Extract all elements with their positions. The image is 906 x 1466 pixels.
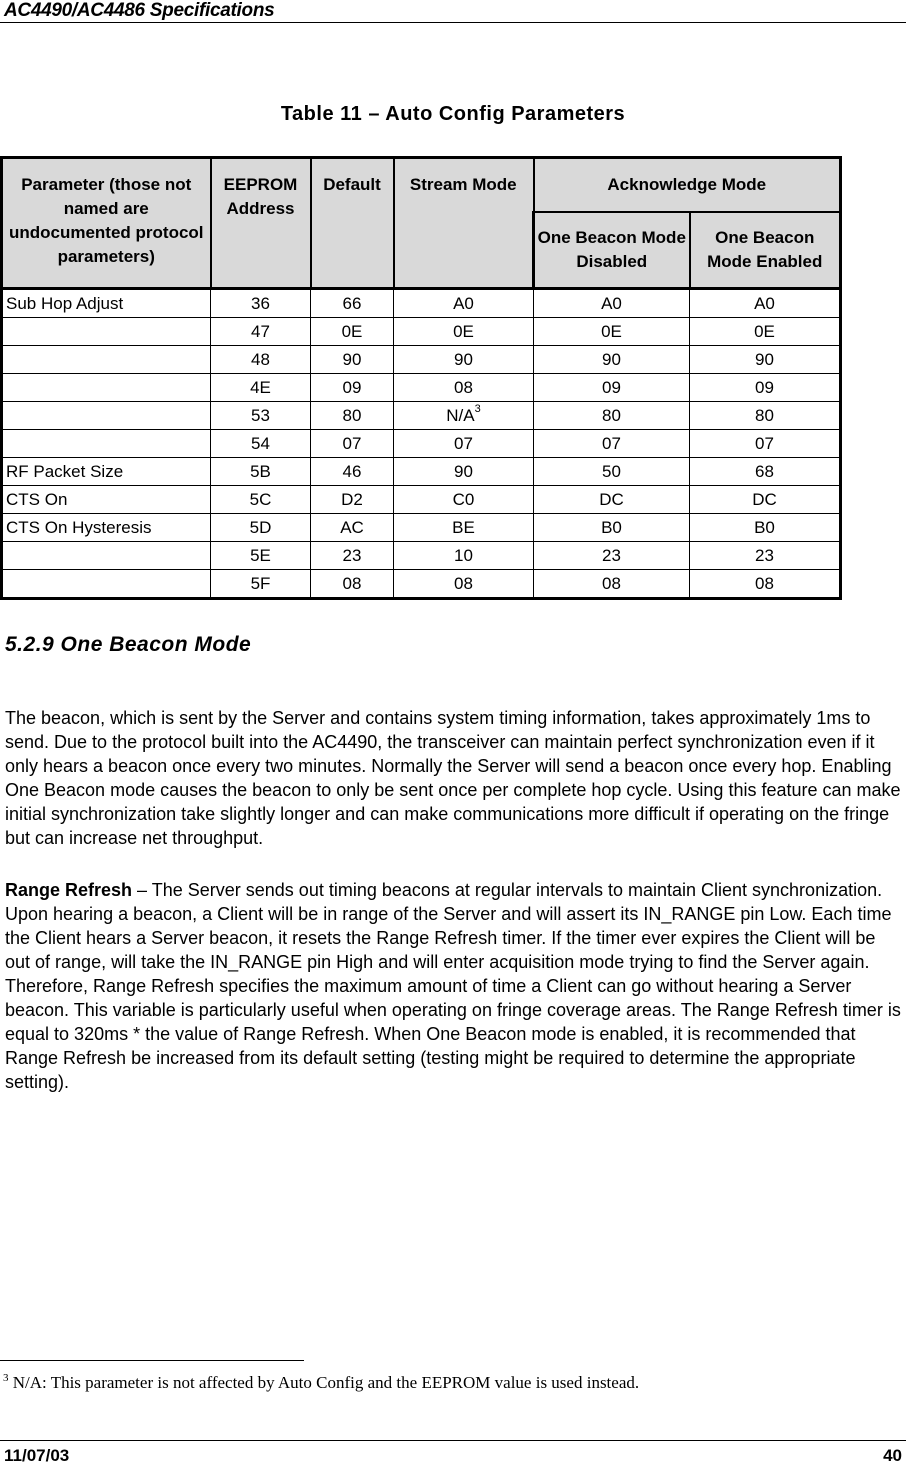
cell-stream-mode [394,486,534,514]
cell-one-beacon-disabled [534,458,690,486]
cell-default [311,514,394,542]
cell-one-beacon-enabled [690,486,841,514]
table-row [2,346,841,374]
cell-one-beacon-enabled-value: DC [752,490,777,509]
cell-one-beacon-enabled-value: A0 [754,294,775,313]
cell-one-beacon-disabled-value: 08 [602,574,621,593]
cell-eeprom-address [211,289,311,318]
header-one-beacon-disabled: One Beacon Mode Disabled [534,212,690,289]
cell-parameter [2,430,211,458]
cell-stream-mode-value: 08 [454,378,473,397]
cell-one-beacon-disabled-value: 09 [602,378,621,397]
cell-one-beacon-disabled [534,486,690,514]
footnote-text: N/A: This parameter is not affected by Auto Config and the EEPROM value is used instead. [8,1373,640,1392]
cell-stream-mode [394,402,534,430]
cell-stream-mode [394,514,534,542]
cell-one-beacon-disabled-value: B0 [601,518,622,537]
cell-one-beacon-enabled-value: 07 [755,434,774,453]
cell-stream-mode [394,318,534,346]
cell-one-beacon-enabled [690,346,841,374]
cell-eeprom-address-value: 48 [251,350,270,369]
table-row [2,430,841,458]
cell-default [311,374,394,402]
auto-config-parameters-table [0,156,842,600]
cell-parameter-value: RF Packet Size [6,462,124,481]
cell-stream-mode-value: 90 [454,350,473,369]
cell-stream-mode [394,374,534,402]
header-one-beacon-enabled: One Beacon Mode Enabled [690,212,841,289]
cell-eeprom-address [211,402,311,430]
cell-default [311,289,394,318]
range-refresh-text: – The Server sends out timing beacons at regular intervals to maintain Client synchronization. Upon hearing a beacon, a Client will be in range of the Server and will assert its IN_RANGE pin Low. Each time the Client hears a Server beacon, it resets the Range Refresh timer. If the timer ever expires the Client will be out of range, will take the IN_RANGE pin High and will enter acquisition mode trying to find the Server again. Therefore, Range Refresh specifies the maximum amount of time a Client can go without hearing a Server beacon. This variable is particularly useful when operating on fringe coverage areas. The Range Refresh timer is equal to 320ms * the value of Range Refresh. When One Beacon mode is enabled, it is recommended that Range Refresh be increased from its default setting (testing might be required to determine the appropriate setting). [5,880,901,1092]
footnote-reference: 3 [474,403,481,415]
cell-parameter [2,346,211,374]
cell-one-beacon-enabled-value: 0E [754,322,775,341]
cell-default-value: 66 [342,294,362,313]
cell-default-value: AC [340,518,364,537]
page-number: 40 [883,1446,902,1465]
cell-stream-mode [394,570,534,599]
cell-eeprom-address-value: 4E [250,378,271,397]
cell-one-beacon-disabled-value: 80 [602,406,621,425]
body-paragraph-beacon: The beacon, which is sent by the Server and contains system timing information, takes approximately 1ms to send. Due to the protocol built into the AC4490, the transceiver can maintain perfect synchronization even if it only hears a beacon once every two minutes. Normally the Server will send a beacon once every hop. Enabling One Beacon mode causes the beacon to only be sent once per complete hop cycle. Using this feature can make initial synchronization take slightly longer and can make communications more difficult if operating on the fringe but can increase net throughput. [5,708,901,848]
cell-stream-mode-value: 0E [453,322,474,341]
cell-default [311,402,394,430]
cell-one-beacon-enabled [690,289,841,318]
cell-stream-mode [394,430,534,458]
cell-default-value: 23 [342,546,362,565]
cell-eeprom-address-value: 5E [250,546,271,565]
table-row [2,486,841,514]
cell-parameter [2,486,211,514]
footnote-number: 3 [3,1372,9,1384]
header-rule [0,22,906,23]
cell-one-beacon-enabled [690,458,841,486]
table-caption: Table 11 – Auto Config Parameters [280,103,626,125]
cell-eeprom-address-value: 5D [249,518,272,537]
cell-stream-mode-value: 08 [454,574,473,593]
cell-one-beacon-enabled [690,402,841,430]
cell-one-beacon-enabled-value: 09 [755,378,774,397]
cell-one-beacon-disabled [534,318,690,346]
cell-stream-mode-value: 07 [454,434,473,453]
cell-parameter [2,289,211,318]
cell-one-beacon-disabled [534,289,690,318]
body-paragraph-range-refresh [5,878,905,1094]
cell-default-value: 90 [342,350,362,369]
cell-parameter-value: CTS On Hysteresis [6,518,152,537]
cell-one-beacon-disabled-value: A0 [601,294,622,313]
cell-parameter [2,402,211,430]
document-header-title: AC4490/AC4486 Specifications [4,0,275,21]
table-row [2,458,841,486]
cell-one-beacon-disabled-value: DC [599,490,624,509]
cell-default [311,458,394,486]
cell-stream-mode-value: 90 [454,462,473,481]
cell-one-beacon-enabled [690,514,841,542]
cell-eeprom-address-value: 36 [251,294,270,313]
cell-eeprom-address [211,542,311,570]
cell-one-beacon-enabled [690,430,841,458]
cell-one-beacon-enabled [690,318,841,346]
header-stream-mode: Stream Mode [394,158,534,289]
cell-default-value: 80 [342,406,362,425]
cell-default [311,346,394,374]
cell-parameter [2,318,211,346]
cell-stream-mode [394,346,534,374]
cell-default [311,542,394,570]
table-row [2,318,841,346]
cell-one-beacon-enabled-value: 68 [755,462,774,481]
cell-default [311,570,394,599]
cell-stream-mode-value: N/A [446,406,475,425]
header-parameter: Parameter (those not named are undocumented protocol parameters) [2,158,211,289]
cell-default-value: 46 [342,462,362,481]
cell-eeprom-address-value: 54 [251,434,270,453]
cell-stream-mode-value: 10 [454,546,473,565]
cell-one-beacon-disabled-value: 0E [601,322,622,341]
cell-parameter [2,542,211,570]
cell-one-beacon-disabled [534,514,690,542]
header-default: Default [311,158,394,289]
cell-one-beacon-enabled [690,542,841,570]
cell-one-beacon-disabled-value: 90 [602,350,621,369]
footer-date: 11/07/03 [4,1446,70,1465]
table-row [2,289,841,318]
header-eeprom-address: EEPROM Address [211,158,311,289]
cell-one-beacon-disabled [534,570,690,599]
cell-parameter [2,458,211,486]
cell-default [311,486,394,514]
cell-default-value: 08 [342,574,362,593]
cell-default-value: 09 [342,378,362,397]
cell-eeprom-address-value: 5F [250,574,271,593]
cell-one-beacon-enabled-value: 90 [755,350,774,369]
cell-one-beacon-disabled-value: 23 [602,546,621,565]
table-row [2,402,841,430]
cell-stream-mode [394,458,534,486]
cell-eeprom-address-value: 53 [251,406,270,425]
cell-eeprom-address [211,374,311,402]
cell-one-beacon-enabled [690,374,841,402]
cell-one-beacon-disabled [534,430,690,458]
footnote-rule [0,1360,304,1361]
footnote [3,1373,639,1393]
table-row [2,570,841,599]
cell-eeprom-address [211,514,311,542]
cell-eeprom-address-value: 5C [249,490,272,509]
cell-one-beacon-enabled [690,570,841,599]
cell-one-beacon-enabled-value: 80 [755,406,774,425]
cell-default-value: D2 [341,490,363,509]
cell-one-beacon-disabled-value: 07 [602,434,621,453]
cell-stream-mode-value: C0 [452,490,475,509]
cell-default-value: 07 [342,434,362,453]
cell-stream-mode [394,542,534,570]
cell-one-beacon-enabled-value: 23 [755,546,774,565]
cell-parameter-value: CTS On [6,490,68,509]
cell-default [311,318,394,346]
cell-default-value: 0E [341,322,363,341]
cell-eeprom-address [211,570,311,599]
section-heading: 5.2.9 One Beacon Mode [5,633,252,656]
cell-one-beacon-enabled-value: B0 [754,518,775,537]
cell-one-beacon-disabled-value: 50 [602,462,621,481]
cell-one-beacon-disabled [534,374,690,402]
header-acknowledge-mode: Acknowledge Mode [534,158,841,213]
cell-parameter [2,374,211,402]
cell-eeprom-address [211,430,311,458]
cell-stream-mode-value: BE [452,518,475,537]
cell-one-beacon-disabled [534,542,690,570]
cell-stream-mode [394,289,534,318]
table-row [2,542,841,570]
cell-parameter [2,514,211,542]
footer-rule [0,1440,906,1441]
cell-eeprom-address [211,346,311,374]
cell-one-beacon-disabled [534,346,690,374]
cell-eeprom-address [211,458,311,486]
cell-parameter [2,570,211,599]
table-row [2,514,841,542]
table-body [2,289,841,599]
cell-default [311,430,394,458]
cell-eeprom-address-value: 47 [251,322,270,341]
cell-one-beacon-enabled-value: 08 [755,574,774,593]
cell-one-beacon-disabled [534,402,690,430]
cell-stream-mode-value: A0 [453,294,474,313]
cell-eeprom-address-value: 5B [250,462,271,481]
cell-eeprom-address [211,318,311,346]
range-refresh-label: Range Refresh [5,880,133,900]
table-row [2,374,841,402]
cell-parameter-value: Sub Hop Adjust [6,294,124,313]
cell-eeprom-address [211,486,311,514]
